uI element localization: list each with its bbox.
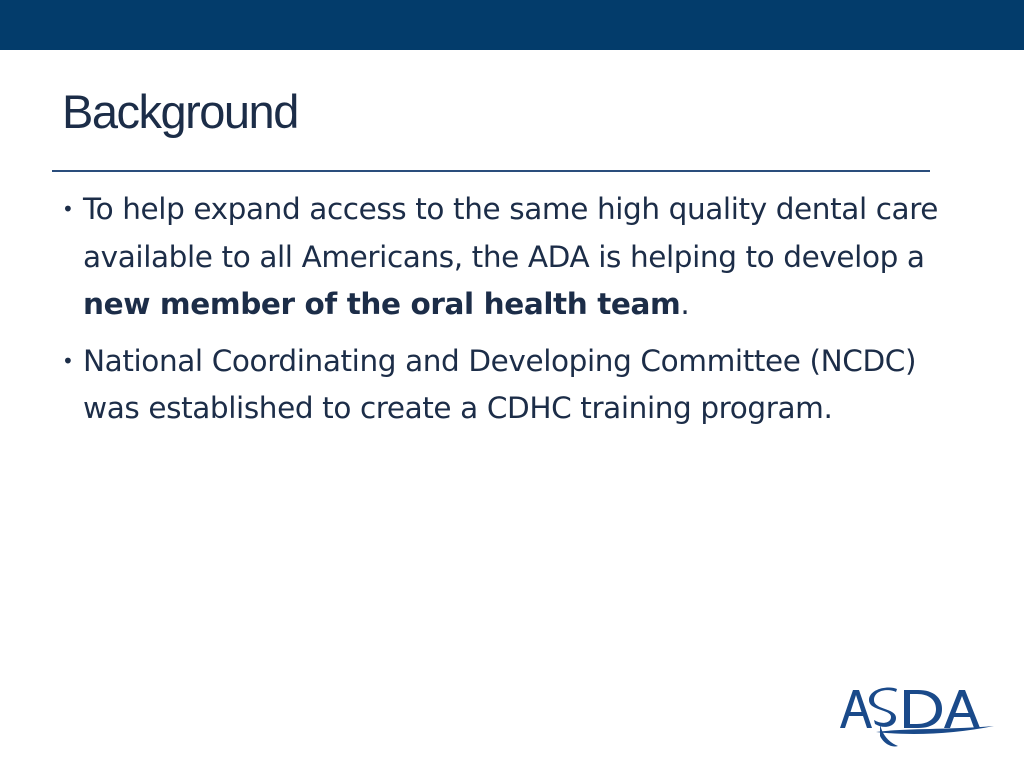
asda-logo: [836, 668, 1002, 754]
bullet-dot-icon: •: [62, 197, 74, 221]
asda-logo-text: ASDA: [908, 743, 930, 752]
slide-title: Background: [62, 85, 298, 138]
bullet-dot-icon: •: [62, 348, 74, 373]
bullet-text: National Coordinating and Developing Committee (NCDC) was established to create a CDHC training program.: [83, 343, 917, 425]
bullet-text-emphasis: new member of the oral health team: [83, 287, 681, 321]
bullet-text-end: .: [680, 287, 690, 321]
title-divider: [52, 170, 930, 172]
bullet-item: [60, 338, 960, 433]
bullet-text-start: To help expand access to the same high quality dental care available to all Americans, the ADA is helping to develop a: [83, 192, 939, 274]
asda-logo-icon: [836, 668, 1002, 754]
bullet-item: [60, 186, 960, 329]
header-band: [0, 0, 1024, 50]
bullet-list: [60, 186, 960, 442]
